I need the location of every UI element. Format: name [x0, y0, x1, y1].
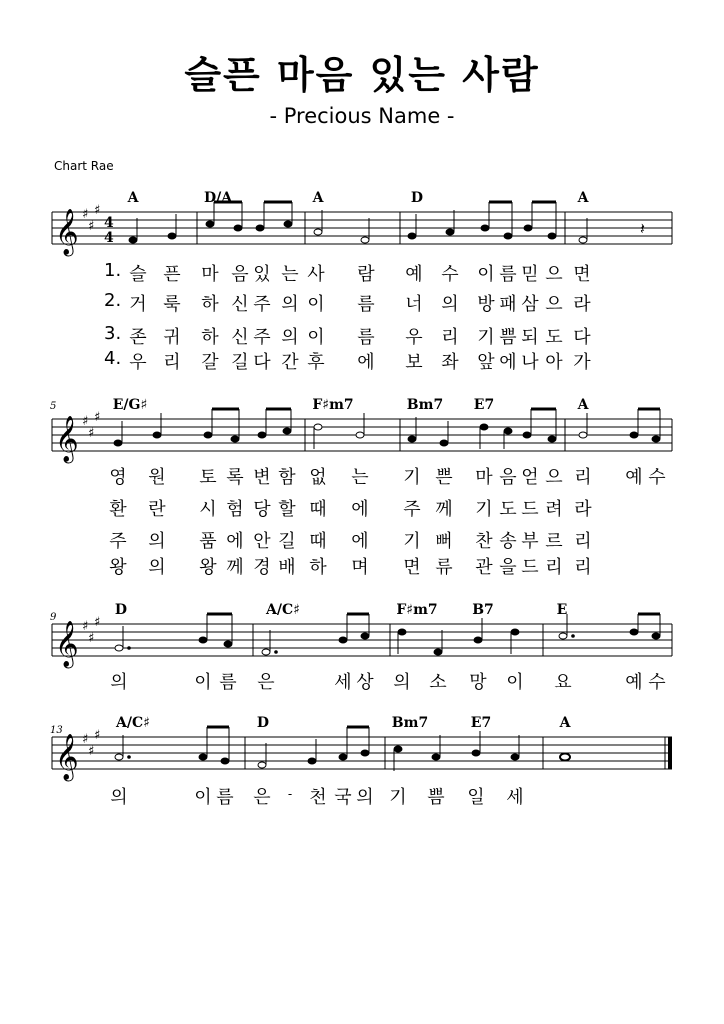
- lyric-syllable: 길: [231, 352, 249, 373]
- lyric-syllable: 름: [357, 327, 375, 348]
- lyric-syllable: 기: [389, 787, 407, 808]
- lyric-syllable: 품: [199, 531, 217, 552]
- treble-clef-icon: 𝄞: [55, 209, 79, 255]
- lyric-syllable: 다: [253, 352, 271, 373]
- lyric-syllable: 의: [148, 531, 166, 552]
- lyric-syllable: 삼: [521, 294, 539, 315]
- lyric-syllable: 의: [148, 557, 166, 578]
- chord-symbol: A: [577, 190, 589, 206]
- chord-symbol: E7: [473, 397, 495, 413]
- chord-symbol: A/C♯: [266, 602, 300, 618]
- lyric-syllable: 으: [545, 467, 563, 488]
- chord-symbol: Bm7: [391, 715, 429, 731]
- lyric-syllable: 리: [574, 467, 592, 488]
- treble-clef-icon: 𝄞: [55, 621, 79, 667]
- lyric-syllable: 사: [307, 264, 325, 285]
- lyric-syllable: 주: [109, 531, 127, 552]
- time-signature: 4: [104, 215, 114, 231]
- chord-symbol: A: [127, 190, 139, 206]
- lyric-syllable: 으: [545, 264, 563, 285]
- lyric-syllable: 의: [281, 327, 299, 348]
- lyric-syllable: 리: [574, 557, 592, 578]
- lyric-syllable: 세: [334, 672, 352, 693]
- lyric-syllable: 하: [309, 557, 327, 578]
- lyric-syllable: 르: [545, 531, 563, 552]
- lyric-syllable: 마: [475, 467, 493, 488]
- staff-system-4: [0, 713, 724, 813]
- lyric-syllable: 예: [625, 672, 643, 693]
- lyric-syllable: 이: [506, 672, 524, 693]
- lyric-syllable: 도: [499, 499, 517, 520]
- lyric-syllable: 름: [216, 787, 234, 808]
- whole-note: [560, 754, 570, 761]
- chord-symbol: D: [256, 715, 270, 731]
- lyric-syllable: 라: [573, 294, 591, 315]
- lyric-syllable: 길: [278, 531, 296, 552]
- lyric-syllable: 수: [648, 467, 666, 488]
- lyric-syllable: 쁨: [499, 327, 517, 348]
- lyric-syllable: 이: [307, 294, 325, 315]
- lyric-syllable: 얻: [521, 467, 539, 488]
- staff-system-1: [0, 185, 724, 385]
- svg-text:4: 4: [104, 230, 114, 246]
- lyric-syllable: 기: [403, 531, 421, 552]
- lyric-syllable: 영: [109, 467, 127, 488]
- lyric-syllable: 나: [521, 352, 539, 373]
- lyric-syllable: 이: [194, 672, 212, 693]
- chord-symbol: Bm7: [406, 397, 444, 413]
- chord-symbol: A/C♯: [116, 715, 150, 731]
- staff-lines: [0, 713, 724, 793]
- lyric-syllable: 에: [357, 352, 375, 373]
- lyric-syllable: 리: [441, 327, 459, 348]
- svg-text:♯: ♯: [88, 219, 95, 234]
- lyric-syllable: 이: [477, 264, 495, 285]
- lyric-syllable: 망: [469, 672, 487, 693]
- svg-text:♯: ♯: [88, 426, 95, 441]
- lyric-syllable: 패: [499, 294, 517, 315]
- svg-text:♯: ♯: [94, 410, 101, 425]
- lyric-syllable: 있: [253, 264, 271, 285]
- lyric-syllable: 에: [499, 352, 517, 373]
- lyric-syllable: 후: [307, 352, 325, 373]
- lyric-syllable: 환: [109, 499, 127, 520]
- lyric-syllable: 국: [334, 787, 352, 808]
- lyric-syllable: 앞: [477, 352, 495, 373]
- staff-lines: [0, 185, 724, 265]
- lyric-syllable: 가: [573, 352, 591, 373]
- lyric-syllable: 천: [309, 787, 327, 808]
- lyric-syllable: 우: [405, 327, 423, 348]
- lyric-syllable: 기: [475, 499, 493, 520]
- lyric-syllable: 찬: [475, 531, 493, 552]
- measure-number: 9: [50, 612, 57, 623]
- lyric-syllable: 왕: [109, 557, 127, 578]
- key-signature-sharps: [82, 410, 100, 441]
- song-subtitle: - Precious Name -: [269, 104, 455, 128]
- lyric-syllable: 을: [499, 557, 517, 578]
- lyric-syllable: 예: [625, 467, 643, 488]
- lyric-syllable: 변: [253, 467, 271, 488]
- lyric-syllable: 리: [545, 557, 563, 578]
- lyric-syllable: 너: [405, 294, 423, 315]
- chord-symbol: A: [559, 715, 571, 731]
- chord-symbol: E/G♯: [112, 397, 148, 413]
- chord-symbol: A: [577, 397, 589, 413]
- lyric-syllable: 드: [521, 499, 539, 520]
- lyric-syllable: 기: [403, 467, 421, 488]
- verse-number: 3.: [104, 323, 122, 344]
- lyric-syllable: 시: [199, 499, 217, 520]
- lyric-syllable: 당: [253, 499, 271, 520]
- arranger-credit: Chart Rae: [54, 159, 114, 173]
- lyric-syllable: 일: [467, 787, 485, 808]
- lyric-syllable: 때: [309, 499, 327, 520]
- lyric-syllable: 송: [499, 531, 517, 552]
- lyric-syllable: 의: [110, 672, 128, 693]
- verse-number: 1.: [104, 260, 122, 281]
- lyric-syllable: 배: [278, 557, 296, 578]
- lyric-syllable: 라: [574, 499, 592, 520]
- lyric-syllable: 름: [357, 294, 375, 315]
- lyric-syllable: 면: [403, 557, 421, 578]
- lyric-syllable: 수: [441, 264, 459, 285]
- lyric-syllable: 예: [405, 264, 423, 285]
- lyric-syllable: 픈: [163, 264, 181, 285]
- lyric-syllable: 쁨: [427, 787, 445, 808]
- lyric-syllable: 간: [281, 352, 299, 373]
- svg-text:♯: ♯: [82, 732, 89, 747]
- chord-symbol: D: [410, 190, 424, 206]
- lyric-syllable: 다: [573, 327, 591, 348]
- lyric-syllable: 며: [351, 557, 369, 578]
- staff-system-3: [0, 600, 724, 700]
- lyric-syllable: 좌: [441, 352, 459, 373]
- treble-clef-icon: 𝄞: [55, 416, 79, 462]
- lyric-syllable: 룩: [163, 294, 181, 315]
- lyric-syllable: 상: [356, 672, 374, 693]
- lyric-syllable: 도: [545, 327, 563, 348]
- treble-clef-icon: 𝄞: [55, 734, 79, 780]
- lyric-syllable: 의: [281, 294, 299, 315]
- lyric-syllable: 수: [648, 672, 666, 693]
- lyric-syllable: 부: [521, 531, 539, 552]
- lyric-syllable: 믿: [521, 264, 539, 285]
- lyric-syllable: 름: [499, 264, 517, 285]
- lyric-syllable: 람: [357, 264, 375, 285]
- lyric-syllable: 안: [253, 531, 271, 552]
- chord-symbol: E7: [470, 715, 492, 731]
- lyric-syllable: 신: [231, 294, 249, 315]
- svg-text:♯: ♯: [94, 615, 101, 630]
- lyric-syllable: 주: [253, 294, 271, 315]
- lyric-syllable: 때: [309, 531, 327, 552]
- svg-text:♯: ♯: [82, 207, 89, 222]
- key-signature-sharps: [82, 728, 100, 759]
- song-title: 슬픈 마음 있는 사람: [184, 53, 540, 97]
- lyric-syllable: 갈: [201, 352, 219, 373]
- lyric-syllable: 없: [309, 467, 327, 488]
- chord-symbol: D/A: [203, 190, 233, 206]
- lyric-syllable: 께: [226, 557, 244, 578]
- lyric-syllable: 아: [545, 352, 563, 373]
- svg-text:♯: ♯: [82, 414, 89, 429]
- lyric-syllable: 의: [393, 672, 411, 693]
- key-signature-sharps: [82, 203, 100, 234]
- lyric-syllable: 왕: [199, 557, 217, 578]
- svg-text:♯: ♯: [88, 744, 95, 759]
- lyric-syllable: 리: [574, 531, 592, 552]
- lyric-syllable: 존: [129, 327, 147, 348]
- lyric-syllable: 리: [163, 352, 181, 373]
- lyric-syllable: 려: [545, 499, 563, 520]
- lyric-syllable: 음: [499, 467, 517, 488]
- lyric-syllable: 주: [403, 499, 421, 520]
- lyric-syllable: 뻐: [435, 531, 453, 552]
- lyric-syllable: 의: [110, 787, 128, 808]
- svg-text:♯: ♯: [82, 619, 89, 634]
- lyric-syllable: 세: [506, 787, 524, 808]
- lyric-syllable: 은: [257, 672, 275, 693]
- lyric-syllable: 의: [356, 787, 374, 808]
- lyric-syllable: 되: [521, 327, 539, 348]
- chord-symbol: F♯m7: [312, 397, 354, 413]
- lyric-syllable: 신: [231, 327, 249, 348]
- lyric-syllable: 험: [226, 499, 244, 520]
- measure-number: 13: [50, 725, 63, 736]
- svg-text:♯: ♯: [88, 631, 95, 646]
- lyric-syllable: 에: [351, 531, 369, 552]
- key-signature-sharps: [82, 615, 100, 646]
- svg-text:♯: ♯: [94, 728, 101, 743]
- lyric-syllable: 요: [554, 672, 572, 693]
- chord-symbol: F♯m7: [396, 602, 438, 618]
- lyric-syllable: 록: [226, 467, 244, 488]
- lyric-syllable: 면: [573, 264, 591, 285]
- chord-symbol: D: [114, 602, 128, 618]
- lyric-syllable: 으: [545, 294, 563, 315]
- lyric-syllable: 토: [199, 467, 217, 488]
- lyric-syllable: 에: [351, 499, 369, 520]
- verse-number: 4.: [104, 348, 122, 369]
- lyric-syllable: 의: [441, 294, 459, 315]
- svg-text:𝄽: 𝄽: [640, 219, 645, 238]
- lyric-syllable: 께: [435, 499, 453, 520]
- lyric-syllable: 는: [281, 264, 299, 285]
- lyric-syllable: 쁜: [435, 467, 453, 488]
- lyric-syllable: 원: [148, 467, 166, 488]
- lyric-syllable: 귀: [163, 327, 181, 348]
- lyric-syllable: 하: [201, 294, 219, 315]
- lyric-syllable: 이: [307, 327, 325, 348]
- staff-system-2: [0, 395, 724, 595]
- lyric-syllable: 는: [351, 467, 369, 488]
- lyric-syllable: 주: [253, 327, 271, 348]
- chord-symbol: E: [556, 602, 568, 618]
- lyric-syllable: 할: [278, 499, 296, 520]
- lyric-syllable: 방: [477, 294, 495, 315]
- lyric-syllable: 소: [429, 672, 447, 693]
- svg-text:♯: ♯: [94, 203, 101, 218]
- verse-number: 2.: [104, 290, 122, 311]
- lyric-syllable: 기: [477, 327, 495, 348]
- chord-symbol: A: [312, 190, 324, 206]
- lyric-syllable: 경: [253, 557, 271, 578]
- measure-number: 5: [50, 401, 57, 412]
- lyric-syllable: 이: [194, 787, 212, 808]
- lyric-syllable: 마: [201, 264, 219, 285]
- final-barline: [668, 737, 672, 769]
- lyric-syllable: 함: [278, 467, 296, 488]
- lyric-syllable: 류: [435, 557, 453, 578]
- lyric-syllable: 은: [253, 787, 271, 808]
- lyric-syllable: 에: [226, 531, 244, 552]
- lyric-syllable: 드: [521, 557, 539, 578]
- lyric-syllable: 관: [475, 557, 493, 578]
- chord-symbol: B7: [472, 602, 494, 618]
- lyric-syllable: 음: [231, 264, 249, 285]
- lyric-syllable: 거: [129, 294, 147, 315]
- lyric-syllable: 름: [219, 672, 237, 693]
- lyric-syllable: 슬: [129, 264, 147, 285]
- lyric-syllable: 우: [129, 352, 147, 373]
- lyric-syllable: -: [287, 787, 293, 801]
- lyric-syllable: 보: [405, 352, 423, 373]
- lyric-syllable: 하: [201, 327, 219, 348]
- lyric-syllable: 란: [148, 499, 166, 520]
